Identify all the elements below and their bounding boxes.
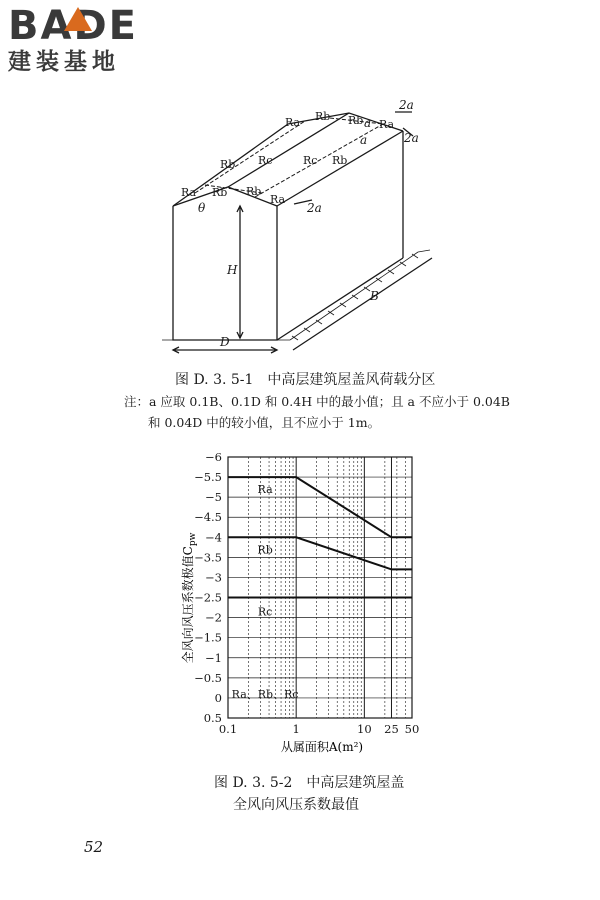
chart-ylabel: 全风向风压系数极值$C_{pw}$	[181, 532, 198, 664]
zone-label-rc: Rc	[303, 154, 318, 167]
chart-ytick-label: −1	[205, 650, 222, 665]
zone-label-rc: Rc	[258, 154, 273, 167]
logo-subtitle: 建装基地	[8, 49, 120, 75]
zone-label-ra: Ra	[181, 186, 197, 199]
symbol-h: H	[227, 263, 238, 277]
chart-ytick-label: −2.5	[194, 590, 222, 605]
roof-eave-right	[277, 131, 403, 206]
chart-ytick-label: −3.5	[194, 550, 222, 565]
chart-xtick-label: 10	[357, 722, 372, 736]
symbol-d: D	[220, 335, 230, 349]
zone-label-rb: Rb	[212, 186, 228, 199]
zone-label-ra: Ra	[285, 116, 301, 129]
symbol-b: B	[370, 289, 379, 303]
figure1-note-line1: 注：a 应取 0.1B、0.1D 和 0.4H 中的最小值；且 a 不应小于 0.04B	[124, 394, 510, 409]
chart-ytick-label: −6	[205, 450, 222, 464]
zone-label-rb: Rb	[220, 158, 236, 171]
chart-ytick-label: −0.5	[194, 670, 222, 685]
side-face-bottom	[277, 258, 403, 340]
chart-ytick-label: −4	[205, 530, 222, 545]
zone-label-rb: Rb	[348, 114, 364, 127]
zone-boundary-left	[195, 121, 305, 193]
zone-label-rb: Rb	[246, 185, 262, 198]
building-front-face	[173, 206, 277, 340]
chart-xtick-label: 1	[292, 722, 300, 736]
wind-pressure-chart	[0, 440, 600, 770]
chart-series-rb	[228, 537, 412, 569]
chart-ytick-label: −4.5	[194, 510, 222, 525]
symbol-2a: 2a	[399, 98, 414, 112]
chart-frame	[228, 457, 412, 718]
symbol-a: a	[364, 116, 372, 130]
chart-xtick-label: 25	[384, 722, 399, 736]
logo-wordmark: BADE	[8, 3, 138, 49]
zone-label-rb: Rb	[315, 110, 331, 123]
chart-xtick-label: 0.1	[218, 722, 238, 736]
symbol-2a: 2a	[307, 201, 322, 215]
chart-ytick-label: 0	[214, 690, 222, 705]
chart-ytick-label: −3	[205, 570, 222, 585]
chart-ytick-label: −5	[205, 490, 222, 505]
chart-ytick-label: −1.5	[194, 630, 222, 645]
chart-xlabel: 从属面积A(m²)	[280, 740, 364, 754]
chart-series-ra	[228, 477, 412, 537]
symbol-theta: θ	[198, 201, 206, 215]
zone-label-ra: Ra	[270, 193, 286, 206]
chart-annotation: Rc	[257, 605, 273, 619]
figure2-caption-line1: 图 D. 3. 5-2 中高层建筑屋盖	[214, 775, 405, 791]
symbol-2a: 2a	[404, 131, 419, 145]
zone-label-ra: Ra	[379, 118, 395, 131]
roof-zone-diagram	[0, 0, 600, 360]
figure1-note-line2: 和 0.04D 中的较小值，且不应小于 1m。	[148, 415, 381, 430]
chart-annotation: Rb	[257, 543, 273, 557]
page-number: 52	[84, 838, 104, 856]
figure2-caption-line2: 全风向风压系数最值	[233, 797, 359, 813]
chart-annotation: Ra	[257, 483, 273, 497]
figure1-caption: 图 D. 3. 5-1 中高层建筑屋盖风荷载分区	[175, 372, 436, 388]
chart-ytick-label: −2	[205, 610, 222, 625]
chart-ytick-label: −5.5	[194, 470, 222, 485]
chart-ytick-label: 0.5	[203, 711, 222, 725]
chart-xtick-label: 50	[404, 722, 420, 736]
zone-label-rb: Rb	[332, 154, 348, 167]
chart-annotation: Ra、Rb、Rc	[231, 687, 299, 701]
symbol-a: a	[360, 133, 368, 147]
